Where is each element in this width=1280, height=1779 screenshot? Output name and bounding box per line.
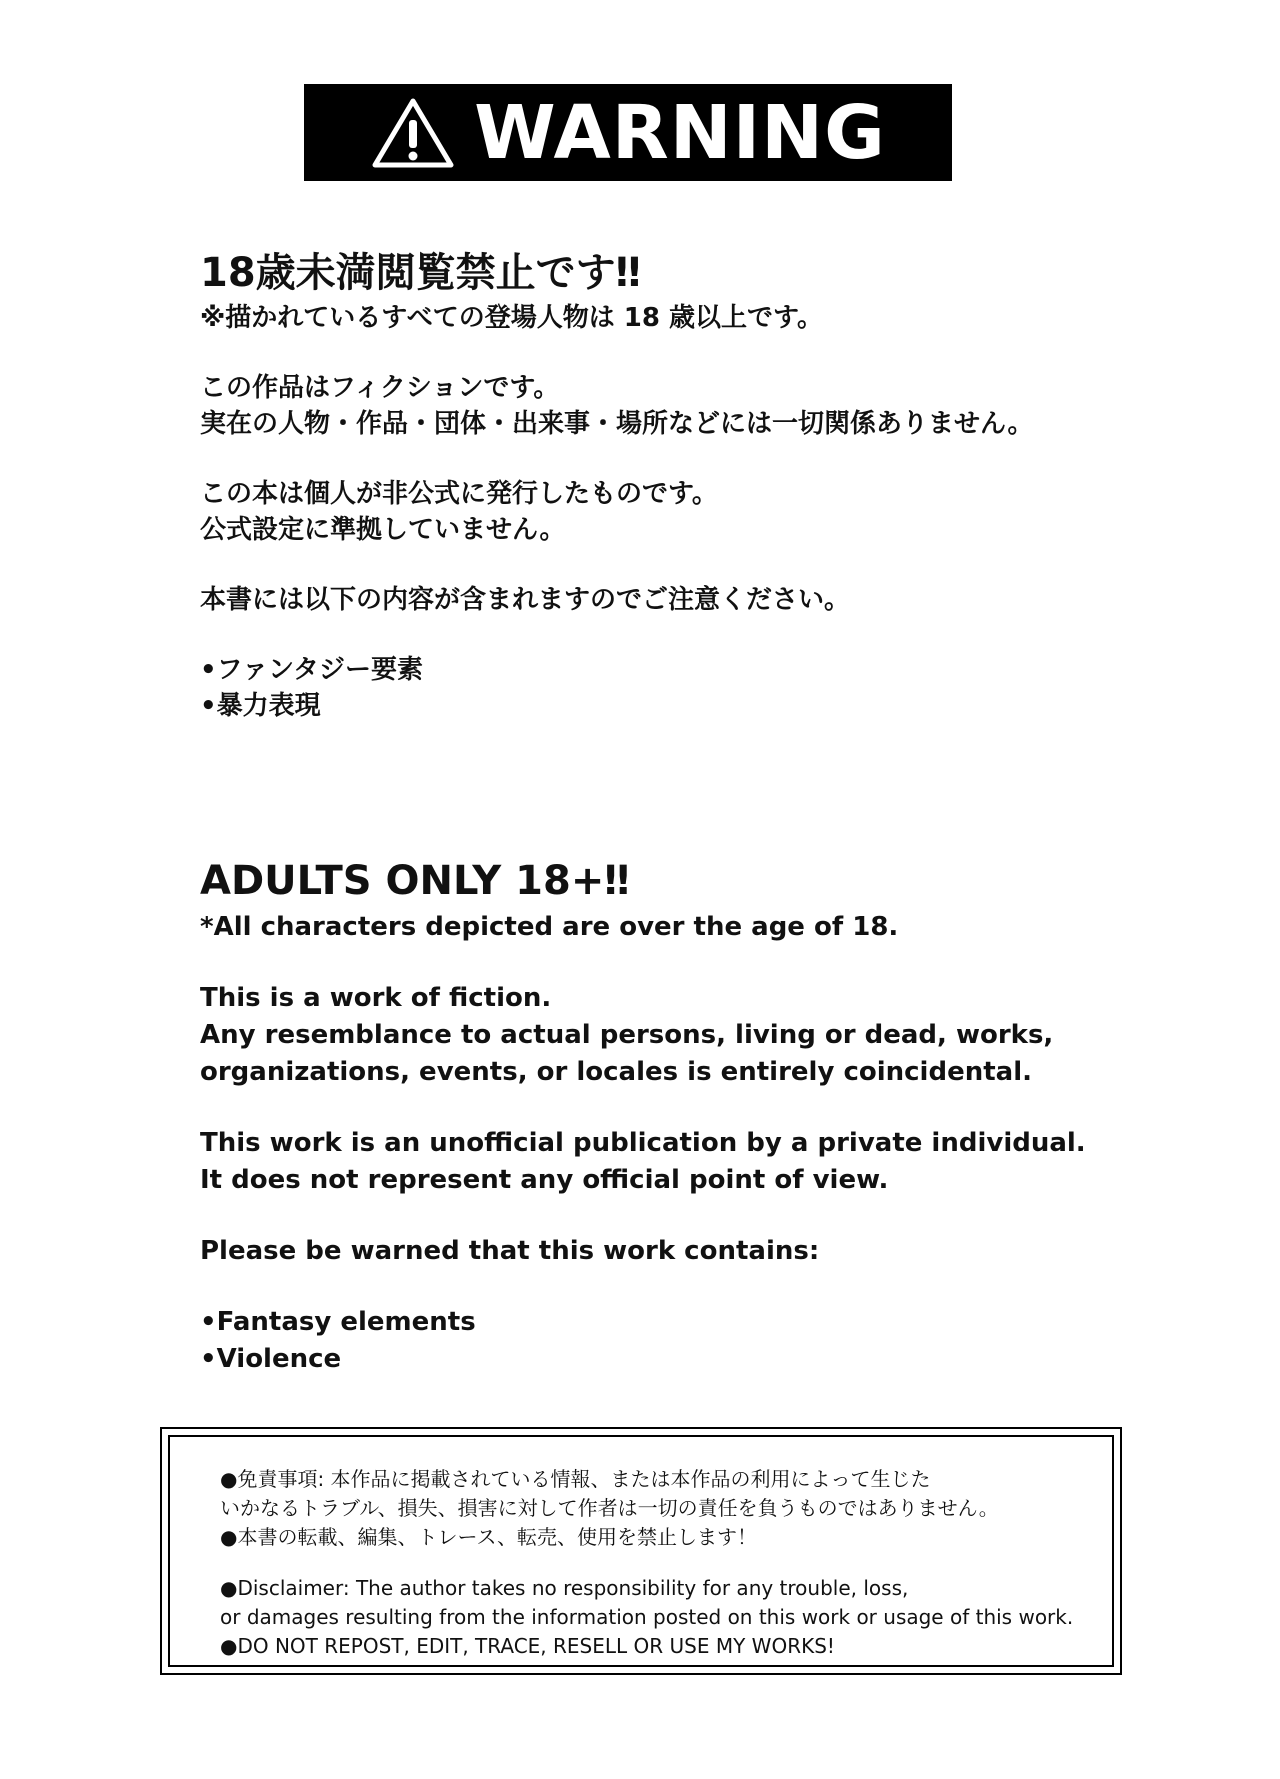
en-heading: ADULTS ONLY 18+‼ bbox=[200, 858, 630, 904]
en-fiction-line-2: Any resemblance to actual persons, living or dead, works, bbox=[200, 1020, 1054, 1050]
jp-unofficial-line-1: この本は個人が非公式に発行したものです。 bbox=[200, 479, 718, 509]
disclaimer-en-line-2: or damages resulting from the information posted on this work or usage of this work. bbox=[220, 1605, 1074, 1629]
disclaimer-jp-line-3: ●本書の転載、編集、トレース、転売、使用を禁止します！ bbox=[220, 1525, 758, 1549]
jp-fiction-line-1: この作品はフィクションです。 bbox=[200, 373, 560, 403]
en-unofficial-line-1: This work is an unofficial publication by a private individual. bbox=[200, 1128, 1086, 1158]
en-contains-line: Please be warned that this work contains: bbox=[200, 1236, 820, 1266]
en-content-item: •Fantasy elements bbox=[200, 1307, 476, 1337]
warning-triangle-icon bbox=[370, 96, 456, 170]
disclaimer-jp-line-2: いかなるトラブル、損失、損害に対して作者は一切の責任を負うものではありません。 bbox=[220, 1496, 999, 1520]
disclaimer-en-line-1: ●Disclaimer: The author takes no responsibility for any trouble, loss, bbox=[220, 1576, 909, 1600]
warning-banner bbox=[304, 84, 952, 181]
disclaimer-inner-frame bbox=[168, 1435, 1114, 1667]
japanese-notice bbox=[200, 246, 1140, 724]
jp-heading: 18歳未満閲覧禁止です‼ bbox=[200, 250, 641, 296]
en-unofficial-line-2: It does not represent any official point of view. bbox=[200, 1165, 889, 1195]
jp-content-item: •ファンタジー要素 bbox=[200, 655, 424, 685]
disclaimer-box bbox=[160, 1427, 1122, 1675]
en-fiction-line-3: organizations, events, or locales is entirely coincidental. bbox=[200, 1057, 1032, 1087]
warning-title: WARNING bbox=[474, 89, 886, 176]
en-fiction-line-1: This is a work of fiction. bbox=[200, 983, 552, 1013]
jp-fiction-line-2: 実在の人物・作品・団体・出来事・場所などには一切関係ありません。 bbox=[200, 409, 1034, 439]
disclaimer-jp-line-1: ●免責事項: 本作品に掲載されている情報、または本作品の利用によって生じた bbox=[220, 1467, 931, 1491]
en-content-item: •Violence bbox=[200, 1344, 342, 1374]
disclaimer-en-line-3: ●DO NOT REPOST, EDIT, TRACE, RESELL OR USE MY WORKS! bbox=[220, 1634, 835, 1658]
jp-content-item: •暴力表現 bbox=[200, 691, 321, 721]
jp-contains-line: 本書には以下の内容が含まれますのでご注意ください。 bbox=[200, 585, 851, 615]
jp-age-note: ※描かれているすべての登場人物は 18 歳以上です。 bbox=[200, 303, 823, 333]
english-notice bbox=[200, 853, 1140, 1378]
en-age-note: *All characters depicted are over the age of 18. bbox=[200, 912, 899, 942]
jp-unofficial-line-2: 公式設定に準拠していません。 bbox=[200, 515, 566, 545]
